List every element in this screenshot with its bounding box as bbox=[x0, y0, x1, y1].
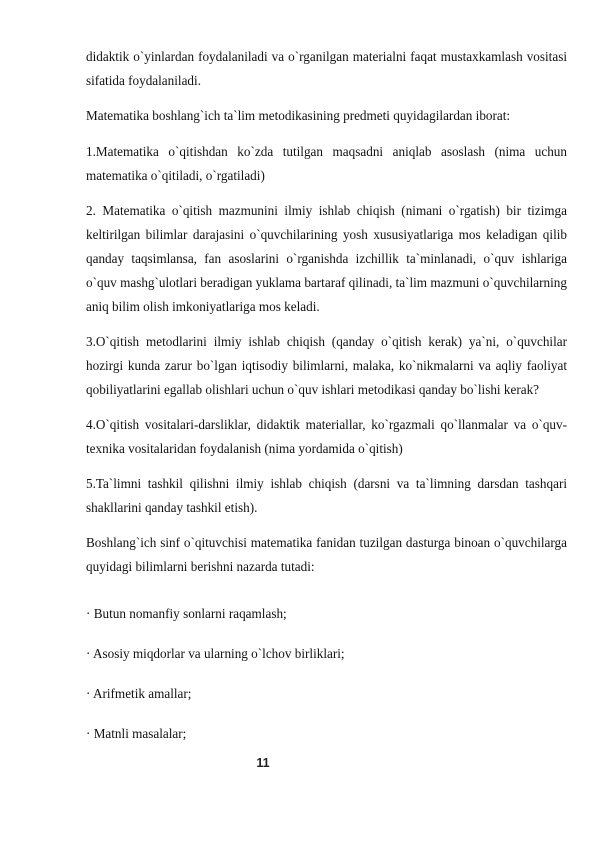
page-content bbox=[86, 45, 567, 591]
page-number: 11 bbox=[256, 756, 270, 770]
paragraph-item-5: 5.Ta`limni tashkil qilishni ilmiy ishlab chiqish (darsni va ta`limning darsdan tashqari shakllarini qanday tashkil etish). bbox=[86, 476, 567, 515]
paragraph-item-4: 4.O`qitish vositalari-darsliklar, didaktik materiallar, ko`rgazmali qo`llanmalar va o`quv- texnika vositalaridan foydalanish (nima yordamida o`qitish) bbox=[86, 417, 567, 456]
paragraph-intro: didaktik o`yinlardan foydalaniladi va o`rganilgan materialni faqat mustaxkamlash vositasi sifatida foydalaniladi. bbox=[86, 49, 567, 88]
bullet-item: · Matnli masalalar; bbox=[86, 726, 187, 741]
bullet-item: · Asosiy miqdorlar va ularning o`lchov birliklari; bbox=[86, 646, 345, 661]
paragraph-item-1: 1.Matematika o`qitishdan ko`zda tutilgan maqsadni aniqlab asoslash (nima uchun matematika o`qitiladi, o`rgatiladi) bbox=[86, 144, 567, 183]
paragraph-teacher-knowledge: Boshlang`ich sinf o`qituvchisi matematika fanidan tuzilgan dasturga binoan o`quvchilarga quyidagi bilimlarni berishni nazarda tutadi: bbox=[86, 535, 567, 574]
bullet-item: · Arifmetik amallar; bbox=[86, 686, 192, 701]
paragraph-item-3: 3.O`qitish metodlarini ilmiy ishlab chiqish (qanday o`qitish kerak) ya`ni, o`quvchilar hozirgi kunda zarur bo`lgan iqtisodiy bilimlarni, malaka, ko`nikmalarni va aqliy faoliyat qobiliyatlarini egallab olishlari uchun o`quv ishlari metodikasi qanday bo`lishi kerak? bbox=[86, 334, 567, 397]
bullet-item: · Butun nomanfiy sonlarni raqamlash; bbox=[86, 606, 287, 621]
paragraph-item-2: 2. Matematika o`qitish mazmunini ilmiy ishlab chiqish (nimani o`rgatish) bir tizimga keltirilgan bilimlar darajasini o`quvchilarining yosh xususiyatlariga mos keladigan qilib qanday taqsimlansa, fan asoslarini o`rganishda izchillik ta`minlanadi, o`quv ishlariga o`quv mashg`ulotlari beradigan yuklama bartaraf qilinadi, ta`lim mazmuni o`quvchilarning aniq bilim olish imkoniyatlariga mos keladi. bbox=[86, 203, 567, 314]
paragraph-subject-heading: Matematika boshlang`ich ta`lim metodikasining predmeti quyidagilardan iborat: bbox=[86, 108, 511, 123]
